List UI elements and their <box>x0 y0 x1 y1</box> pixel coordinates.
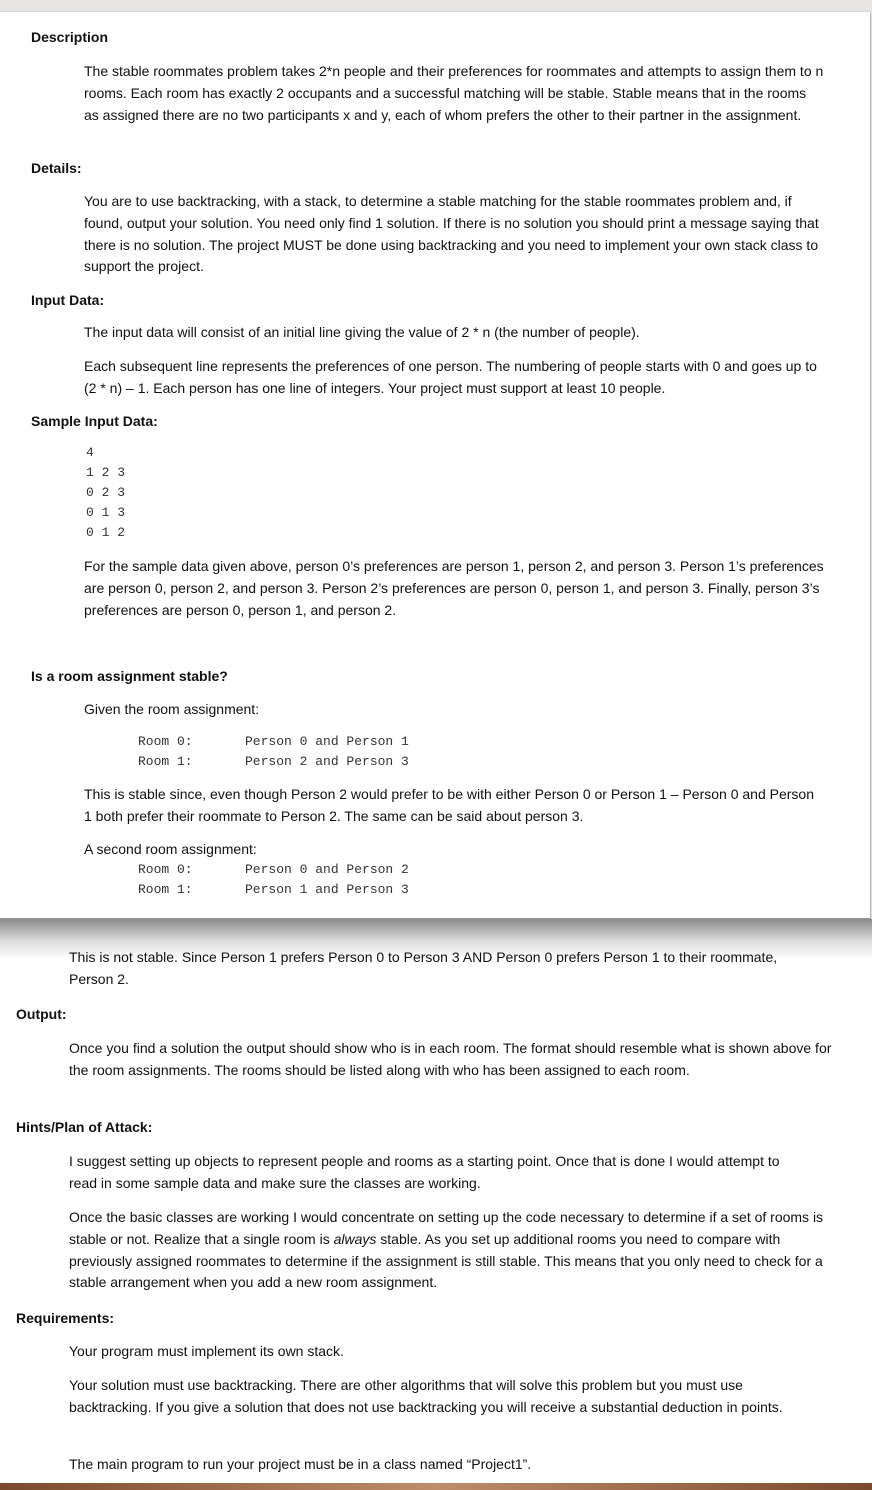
output-text: Once you find a solution the output should show who is in each room. The format should resemble what is shown above for the room assignments. The rooms should be listed along with who has been assigned to each room. <box>69 1040 832 1078</box>
room-occupants: Person 2 and Person 3 <box>245 754 409 769</box>
room-occupants: Person 0 and Person 2 <box>245 862 409 877</box>
hints-text-2-emphasis: always <box>333 1230 377 1247</box>
hints-text-2-end: stable. As you set up additional rooms you need to compare with previously assigned roommates to determine if the assignment is still stable. This means that you only need to check for a stable arrangement when you add a new room assignment. <box>69 1230 823 1291</box>
requirement-item: Your solution must use backtracking. There are other algorithms that will solve this problem but you must use backtracking. If you give a solution that does not use backtracking you will receive a substantial deduction in points. <box>69 1377 783 1415</box>
stability-heading: Is a room assignment stable? <box>31 668 228 684</box>
sample-line: 0 2 3 <box>86 485 126 500</box>
room-label: Room 1: <box>138 882 193 897</box>
page-sheet <box>0 12 871 919</box>
top-strip <box>0 0 872 12</box>
sample-line: 1 2 3 <box>86 465 126 480</box>
sample-line: 0 1 2 <box>86 525 126 540</box>
room-label: Room 0: <box>138 862 193 877</box>
hints-text-2-start: Once the basic classes are working I would concentrate on setting up the code necessary to determine if a set of rooms is stable or not. Realize that a single room is <box>69 1209 824 1247</box>
details-text: You are to use backtracking, with a stack, to determine a stable matching for the stable roommates problem and, if found, output your solution. You need only find 1 solution. If there is no solution you should print a message saying that there is no solution. The project MUST be done using backtracking and you need to implement your own stack class to support the project. <box>84 193 819 275</box>
sample-line: 0 1 3 <box>86 505 126 520</box>
second-assignment-label: A second room assignment: <box>84 841 257 857</box>
room-occupants: Person 0 and Person 1 <box>245 734 409 749</box>
given-assignment-label: Given the room assignment: <box>84 701 260 717</box>
room-occupants: Person 1 and Person 3 <box>245 882 409 897</box>
not-stable-explanation: This is not stable. Since Person 1 prefers Person 0 to Person 3 AND Person 0 prefers Person 1 to their roommate, Person 2. <box>69 949 778 987</box>
room-label: Room 1: <box>138 754 193 769</box>
room-label: Room 0: <box>138 734 193 749</box>
requirements-heading: Requirements: <box>16 1310 115 1326</box>
sample-line: 4 <box>86 445 94 460</box>
description-heading: Description <box>31 29 109 45</box>
stable-explanation: This is stable since, even though Person 2 would prefer to be with either Person 0 or Person 1 – Person 0 and Person 1 both prefer their roommate to Person 2. The same can be said about person 3. <box>84 786 814 824</box>
input-data-line1: The input data will consist of an initial line giving the value of 2 * n (the number of people). <box>84 324 640 340</box>
requirement-item: Your program must implement its own stack. <box>69 1343 344 1359</box>
output-heading: Output: <box>16 1006 67 1022</box>
hints-text-1: I suggest setting up objects to represent people and rooms as a starting point. Once that is done I would attempt to read in some sample data and make sure the classes are working. <box>69 1153 780 1191</box>
sample-input-heading: Sample Input Data: <box>31 413 158 429</box>
details-heading: Details: <box>31 160 82 176</box>
input-data-line2: Each subsequent line represents the preferences of one person. The numbering of people starts with 0 and goes up to (2 * n) – 1. Each person has one line of integers. Your project must support at least 10 people. <box>84 358 817 396</box>
hints-heading: Hints/Plan of Attack: <box>16 1119 153 1135</box>
sample-explanation: For the sample data given above, person 0’s preferences are person 1, person 2, and person 3. Person 1’s preferences are person 0, person 2, and person 3. Person 2’s preferences are person 0, person 1, and person 3. Finally, person 3’s preferences are person 0, person 1, and person 2. <box>84 558 824 618</box>
input-data-heading: Input Data: <box>31 292 105 308</box>
requirement-item: The main program to run your project must be in a class named “Project1”. <box>69 1456 532 1472</box>
hints-text-2 <box>69 1207 844 1294</box>
bottom-strip <box>0 1483 872 1490</box>
description-text: The stable roommates problem takes 2*n people and their preferences for roommates and attempts to assign them to n rooms. Each room has exactly 2 occupants and a successful matching will be stable. Stable means that in the rooms as assigned there are no two participants x and y, each of whom prefers the other to their partner in the assignment. <box>84 63 824 123</box>
